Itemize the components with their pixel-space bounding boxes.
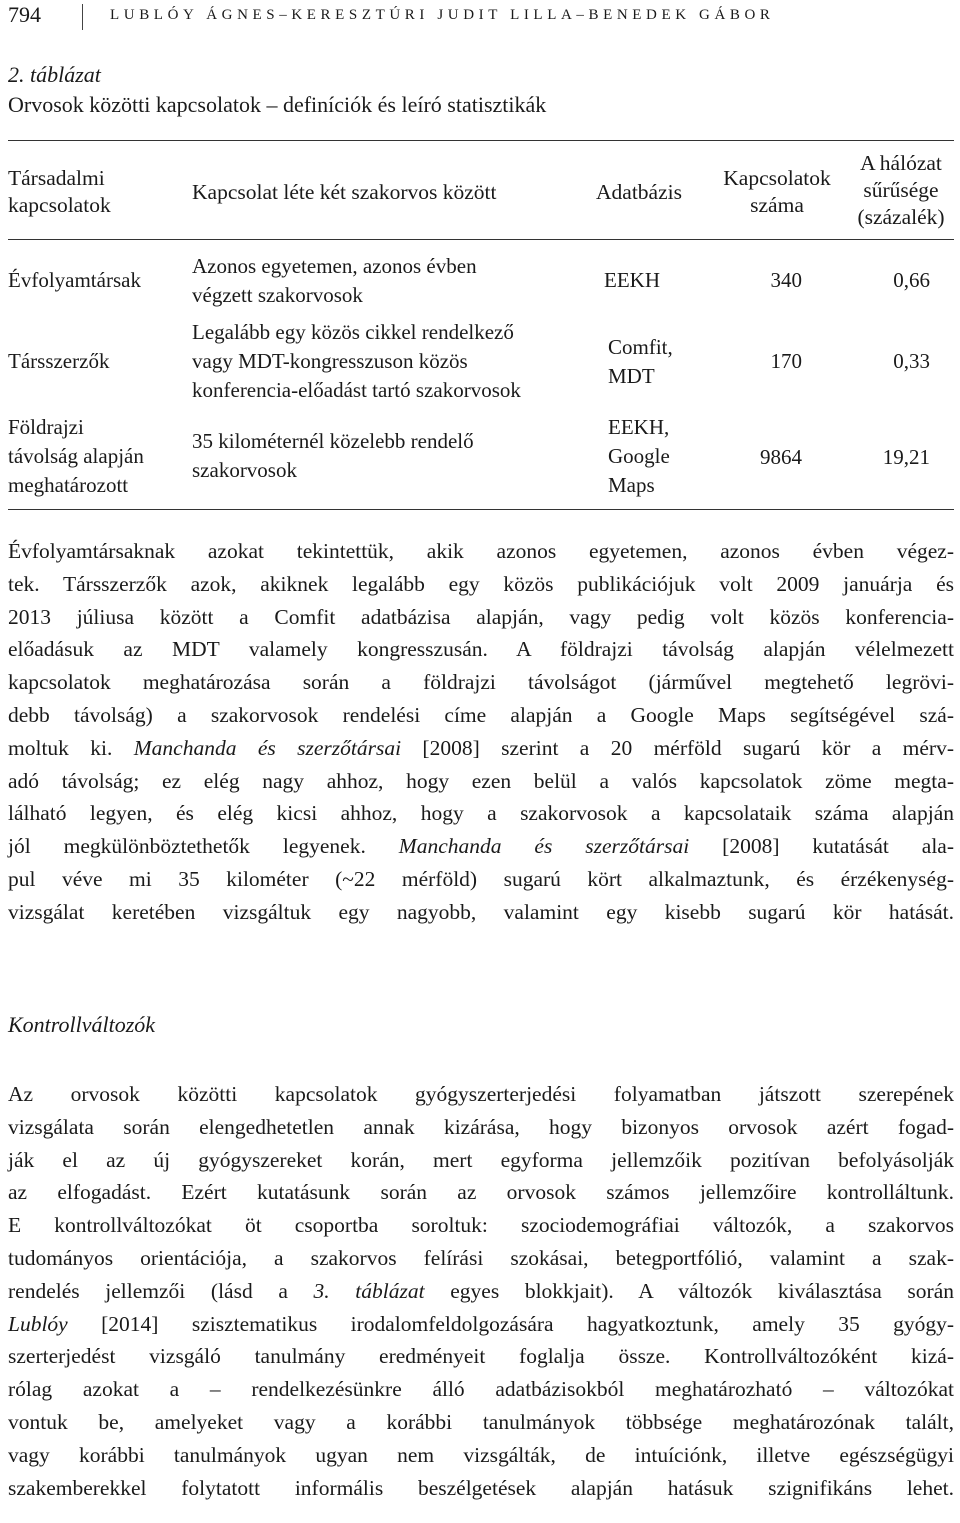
- text-line: ják el az új gyógyszereket korán, mert egyforma jellemzőik pozitívan befolyásolják: [8, 1147, 954, 1172]
- text-run: [2008] szerint a 20 mérföld sugarú kör a mérv-: [401, 735, 954, 760]
- text-line: tudományos orientációja, a szakorvos felírási szokásai, betegportfólió, valamint a szak-: [8, 1245, 954, 1270]
- row-definition: [192, 318, 521, 405]
- running-head-authors: LUBLÓY ÁGNES–KERESZTÚRI JUDIT LILLA–BENEDEK GÁBOR: [110, 7, 775, 23]
- row-database: [608, 333, 673, 391]
- row-tie-count: 9864: [760, 445, 802, 469]
- header-divider: [82, 4, 83, 30]
- running-header: [8, 2, 952, 34]
- text-line: vizsgálat keretében vizsgáltuk egy nagyobb, valamint egy kisebb sugarú kör hatását.: [8, 899, 954, 924]
- header-tie-count: [710, 165, 844, 219]
- text-line: tek. Társszerzők azok, akiknek legalább egy közös publikációjuk volt 2009 januárja és: [8, 571, 954, 596]
- header-line: kapcsolatok: [8, 193, 111, 217]
- definition-line: konferencia-előadást tartó szakorvosok: [192, 378, 521, 402]
- row-tie-type: [8, 413, 144, 500]
- table-bottom-rule: [8, 509, 954, 510]
- italic-table-ref: 3. táblázat: [313, 1278, 425, 1303]
- text-line: [8, 830, 954, 863]
- header-network-density: [846, 150, 956, 231]
- definition-line: vagy MDT-kongresszuson közös: [192, 349, 468, 373]
- section-title: Kontrollváltozók: [8, 1012, 156, 1037]
- italic-citation: Manchanda és szerzőtársai: [398, 834, 690, 859]
- tie-type-line: Földrajzi: [8, 415, 84, 439]
- table-header-rule: [8, 239, 954, 240]
- row-database: EEKH: [604, 268, 660, 292]
- row-tie-count: 340: [770, 268, 802, 292]
- definition-line: Azonos egyetemen, azonos évben: [192, 254, 477, 278]
- italic-citation: Manchanda és szerzőtársai: [133, 735, 402, 760]
- row-tie-type: Társszerzők: [8, 349, 110, 373]
- header-line: száma: [750, 193, 804, 217]
- text-run: moltuk ki.: [8, 735, 134, 760]
- text-line: Az orvosok közötti kapcsolatok gyógyszerterjedési folyamatban játszott szerepének: [8, 1082, 954, 1106]
- text-line: E kontrollváltozókat öt csoportba soroltuk: szociodemográfiai változók, a szakorvos: [8, 1213, 954, 1238]
- header-line: (százalék): [857, 205, 945, 229]
- text-run: egyes blokkjait). A változók kiválasztása során: [424, 1278, 954, 1303]
- definition-line: szakorvosok: [192, 458, 297, 482]
- text-line: az elfogadást. Ezért kutatásunk során az orvosok számos jellemzőire kontrolláltunk.: [8, 1180, 954, 1205]
- text-line: vontuk be, amelyeket vagy a korábbi tanulmányok többsége meghatározónak talált,: [8, 1409, 954, 1434]
- body-paragraph: [8, 1078, 954, 1504]
- header-line: A hálózat: [860, 151, 942, 175]
- row-tie-type: Évfolyamtársak: [8, 268, 141, 292]
- database-line: MDT: [608, 364, 655, 388]
- text-run: jól megkülönböztethetők legyenek.: [8, 834, 399, 859]
- database-line: Maps: [608, 473, 655, 497]
- text-line: adó távolság; ez elég nagy ahhoz, hogy ezen belül a valós kapcsolatok zöme megta-: [8, 768, 954, 793]
- table-label: 2. táblázat: [8, 62, 101, 87]
- text-run: [2014] szisztematikus irodalomfeldolgozására hagyatkoztunk, amely 35 gyógy-: [67, 1311, 954, 1336]
- header-line: sűrűsége: [863, 178, 939, 202]
- text-line: [8, 1275, 954, 1308]
- text-run: rendelés jellemzői (lásd a: [8, 1278, 314, 1303]
- text-line: [8, 732, 954, 765]
- row-density: 0,66: [893, 268, 930, 292]
- header-tie-definition: Kapcsolat léte két szakorvos között: [192, 180, 497, 204]
- header-database: Adatbázis: [596, 180, 682, 204]
- definition-line: 35 kilométernél közelebb rendelő: [192, 429, 474, 453]
- row-density: 0,33: [893, 349, 930, 373]
- tie-type-line: távolság alapján: [8, 444, 144, 468]
- header-social-ties: [8, 165, 111, 219]
- text-line: Évfolyamtársaknak azokat tekintettük, akik azonos egyetemen, azonos évben végez-: [8, 539, 954, 563]
- text-line: 2013 júliusa között a Comfit adatbázisa alapján, vagy pedig volt közös konferencia-: [8, 604, 954, 629]
- text-line: szakemberekkel folytatott informális beszélgetések alapján hatásuk szignifikáns lehet.: [8, 1475, 954, 1500]
- row-database: [608, 413, 670, 500]
- database-line: EEKH,: [608, 415, 670, 439]
- text-line: vizsgálata során elengedhetetlen annak kizárása, hogy bizonyos orvosok azért fogad-: [8, 1114, 954, 1139]
- header-line: Kapcsolatok: [723, 166, 831, 190]
- definition-line: végzett szakorvosok: [192, 283, 363, 307]
- text-line: kapcsolatok meghatározása során a földrajzi távolságot (járművel megtehető legrövi-: [8, 670, 954, 695]
- database-line: Comfit,: [608, 335, 673, 359]
- database-line: Google: [608, 444, 670, 468]
- row-definition: [192, 427, 474, 485]
- text-line: pul véve mi 35 kilométer (~22 mérföld) sugarú kört alkalmaztunk, és érzékenység-: [8, 866, 954, 891]
- text-line: debb távolság) a szakorvosok rendelési címe alapján a Google Maps segítségével szá-: [8, 702, 954, 727]
- row-tie-count: 170: [770, 349, 802, 373]
- text-line: rólag azokat a – rendelkezésünkre álló adatbázisokból meghatározható – változókat: [8, 1377, 954, 1402]
- page-number: 794: [8, 2, 41, 27]
- text-line: előadásuk az MDT valamely kongresszusán. A földrajzi távolság alapján vélelmezett: [8, 637, 954, 662]
- row-density: 19,21: [882, 445, 930, 469]
- row-definition: [192, 252, 477, 310]
- text-line: vagy korábbi tanulmányok ugyan nem vizsgálták, de intuíciónk, illetve egészségügyi: [8, 1442, 954, 1467]
- text-line: lálható legyen, és elég kicsi ahhoz, hogy a szakorvosok a kapcsolataik száma alapján: [8, 801, 954, 826]
- text-line: szerterjedést vizsgáló tanulmány eredményeit foglalja össze. Kontrollváltozóként kizá-: [8, 1344, 954, 1369]
- text-run: [2008] kutatását ala-: [689, 834, 954, 859]
- definition-line: Legalább egy közös cikkel rendelkező: [192, 320, 514, 344]
- table-title: Orvosok közötti kapcsolatok – definíciók és leíró statisztikák: [8, 92, 547, 117]
- text-line: [8, 1308, 954, 1341]
- table-top-rule: [8, 140, 954, 141]
- tie-type-line: meghatározott: [8, 473, 129, 497]
- body-paragraph: [8, 535, 954, 929]
- italic-citation: Lublóy: [8, 1311, 68, 1336]
- header-line: Társadalmi: [8, 166, 105, 190]
